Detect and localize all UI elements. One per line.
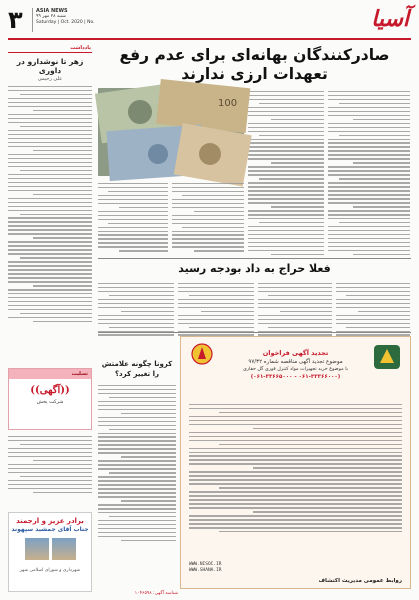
tender-description: با موضوع خرید تجهیزات مواد کنترل فوری گل حفاری <box>242 367 349 372</box>
sidebar-body-text <box>8 86 92 322</box>
story2-column-4 <box>336 280 410 338</box>
tender-websites <box>189 562 222 574</box>
paper-name: ASIA NEWS <box>36 8 68 14</box>
ad-recipient-name: جناب آقای جمشید سپهوند <box>11 526 89 533</box>
story2-column-2 <box>178 280 254 338</box>
section-divider <box>98 258 411 259</box>
ministry-logo-icon <box>370 343 404 371</box>
tender-subject: موضوع تجدید آگهی مناقصه شماره ۹۷/۳۲ <box>248 359 343 365</box>
story2-column-1 <box>98 280 174 338</box>
ad-footer: شهرداری و شورای اسلامی شهر <box>19 568 81 573</box>
sidebar-column <box>8 44 92 592</box>
ad-subtitle: شرکت پخش <box>36 399 64 405</box>
announcement-ad <box>8 368 92 430</box>
congratulation-ad <box>8 512 92 592</box>
tender-url-2: WWW.SHANA.IR <box>189 568 222 573</box>
corona-headline: کرونا چگونه علامتش را تغییر کرد؟ <box>101 360 173 378</box>
tender-body-text <box>189 401 402 535</box>
issue-info <box>32 8 95 32</box>
sidebar-article-title: زهر تا نوشدارو در داوری <box>16 57 84 75</box>
tender-url-1: WWW.NISOC.IR <box>189 562 222 567</box>
article-column-left <box>98 180 168 254</box>
second-headline: فعلا حراج به داد بودجه رسید <box>178 262 331 275</box>
oil-company-logo-icon <box>189 343 215 365</box>
page-number: ۳ <box>8 6 23 34</box>
corona-story-text <box>98 382 176 544</box>
article-column-middle <box>248 88 324 262</box>
section-divider-2 <box>98 332 411 333</box>
story2-column-3 <box>258 280 332 338</box>
newspaper-logo <box>319 6 409 34</box>
issue-date: شنبه ۲۸ مهر ۹۹ <box>36 14 66 19</box>
page-header <box>0 0 419 40</box>
tender-signature: روابط عمومی مدیریت اکتشاف <box>318 578 402 584</box>
issue-date-en: Saturday | Oct. 2020 | No. <box>36 20 95 25</box>
sidebar-author: علی رحیمی <box>37 76 63 82</box>
logo-text: آسیا <box>371 6 409 32</box>
section-label: یادداشت <box>8 44 92 53</box>
ad-code: شناسه آگهی: ۱۰۴۶۵۹۸ <box>134 591 178 596</box>
ad-strip-label: تسلیت <box>9 369 91 379</box>
tender-title: تجدید آگهی فراخوان <box>262 349 329 357</box>
header-rule <box>8 38 411 40</box>
ad-greeting: برادر عزیز و ارجمند <box>16 517 84 525</box>
ad-title: ((آگهی)) <box>30 385 70 396</box>
ad-photos <box>9 538 91 560</box>
banknotes-photo <box>98 88 244 176</box>
svg-text:100: 100 <box>218 98 238 109</box>
tender-phone: (۰۶۱-۳۳۶۶۵۰۰۰ - ۰۶۱-۳۳۳۶۶۰۰۰) <box>250 374 341 380</box>
article-column-center <box>172 180 244 254</box>
main-headline: صادرکنندگان بهانه‌ای برای عدم رفع تعهدات ارزی ندارند <box>119 46 390 83</box>
notice-text-block <box>8 432 92 507</box>
article-column-right <box>328 88 410 262</box>
tender-advertisement <box>180 336 411 589</box>
